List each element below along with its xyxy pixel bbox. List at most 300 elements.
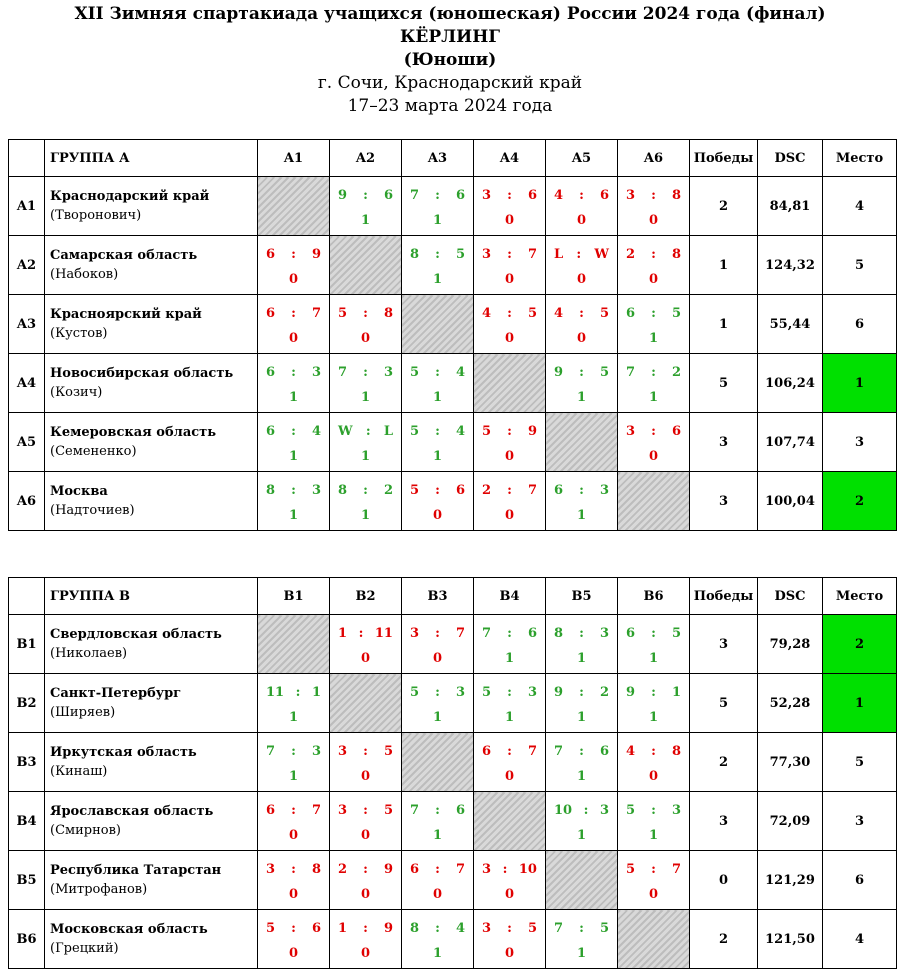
team-name: Ярославская область <box>50 804 214 819</box>
match-points: 1 <box>432 271 443 287</box>
team-coach: (Смирнов) <box>50 823 121 838</box>
match-points: 0 <box>432 507 443 523</box>
team-name: Республика Татарстан <box>50 863 222 878</box>
score-separator: : <box>291 305 296 321</box>
match-result <box>258 472 330 531</box>
score-separator: : <box>291 920 296 936</box>
score-separator: : <box>651 423 656 439</box>
score-opponent: 1 <box>311 684 321 700</box>
score-opponent: 6 <box>527 625 537 641</box>
wins-cell: 3 <box>690 472 758 531</box>
score-opponent: 3 <box>527 684 537 700</box>
score-opponent: 7 <box>311 802 321 818</box>
column-header: A6 <box>618 140 690 177</box>
match-points: 1 <box>288 389 299 405</box>
score-own: 5 <box>626 861 636 877</box>
match-points: 0 <box>288 945 299 961</box>
score-separator: : <box>363 482 368 498</box>
score-own: 7 <box>554 920 564 936</box>
dsc-cell: 84,81 <box>758 177 823 236</box>
header-row <box>9 578 897 615</box>
team-name: Красноярский край <box>50 307 202 322</box>
match-points: 0 <box>504 271 515 287</box>
score-separator: : <box>363 743 368 759</box>
match-points: 0 <box>360 650 371 666</box>
match-points: 0 <box>360 768 371 784</box>
score-opponent: 5 <box>599 920 609 936</box>
place-cell: 6 <box>823 295 897 354</box>
dsc-cell: 77,30 <box>758 733 823 792</box>
table-row <box>9 733 897 792</box>
score-own: 5 <box>482 423 492 439</box>
match-points: 1 <box>360 507 371 523</box>
score-separator: : <box>507 625 512 641</box>
match-points: 0 <box>360 945 371 961</box>
score-own: 6 <box>482 743 492 759</box>
match-result <box>402 236 474 295</box>
score-opponent: 7 <box>671 861 681 877</box>
score-separator: : <box>651 246 656 262</box>
self-match-cell <box>330 236 402 295</box>
wins-header: Победы <box>690 140 758 177</box>
score-own: 4 <box>554 305 564 321</box>
match-result <box>474 674 546 733</box>
score-opponent: 3 <box>599 482 609 498</box>
match-points: 1 <box>432 448 443 464</box>
team-cell <box>45 910 258 969</box>
match-result <box>402 413 474 472</box>
score-separator: : <box>363 920 368 936</box>
match-result <box>618 792 690 851</box>
score-separator: : <box>363 364 368 380</box>
column-header: B4 <box>474 578 546 615</box>
match-points: 0 <box>288 827 299 843</box>
team-code: A1 <box>9 177 45 236</box>
score-own: 4 <box>626 743 636 759</box>
place-cell: 2 <box>823 472 897 531</box>
score-separator: : <box>507 423 512 439</box>
table-row <box>9 413 897 472</box>
match-result <box>330 354 402 413</box>
score-separator: : <box>435 423 440 439</box>
score-own: L <box>554 246 564 262</box>
match-points: 1 <box>576 827 587 843</box>
column-header: A2 <box>330 140 402 177</box>
score-own: 7 <box>554 743 564 759</box>
group-a-table <box>8 139 897 531</box>
table-row <box>9 295 897 354</box>
team-coach: (Творонович) <box>50 208 142 223</box>
place-cell: 3 <box>823 413 897 472</box>
team-coach: (Козич) <box>50 385 103 400</box>
match-result <box>330 792 402 851</box>
score-own: 5 <box>410 482 420 498</box>
match-result <box>330 910 402 969</box>
score-opponent: 8 <box>383 305 393 321</box>
table-row <box>9 472 897 531</box>
dsc-cell: 121,29 <box>758 851 823 910</box>
score-opponent: 6 <box>599 187 609 203</box>
score-own: 9 <box>626 684 636 700</box>
team-coach: (Николаев) <box>50 646 128 661</box>
corner-cell <box>9 578 45 615</box>
place-cell: 2 <box>823 615 897 674</box>
score-opponent: 8 <box>311 861 321 877</box>
score-opponent: 6 <box>383 187 393 203</box>
match-points: 1 <box>432 212 443 228</box>
match-result <box>330 177 402 236</box>
self-match-cell <box>258 177 330 236</box>
team-name: Свердловская область <box>50 627 222 642</box>
match-points: 1 <box>648 709 659 725</box>
score-own: 8 <box>338 482 348 498</box>
score-opponent: 5 <box>383 743 393 759</box>
score-opponent: 5 <box>671 625 681 641</box>
score-separator: : <box>435 246 440 262</box>
score-separator: : <box>507 187 512 203</box>
match-result <box>330 472 402 531</box>
score-own: 6 <box>266 802 276 818</box>
score-own: 6 <box>266 305 276 321</box>
self-match-cell <box>618 910 690 969</box>
score-opponent: 2 <box>599 684 609 700</box>
dsc-header: DSC <box>758 578 823 615</box>
score-separator: : <box>291 482 296 498</box>
team-code: A3 <box>9 295 45 354</box>
score-opponent: 3 <box>383 364 393 380</box>
team-code: B6 <box>9 910 45 969</box>
team-name: Новосибирская область <box>50 366 234 381</box>
score-separator: : <box>291 802 296 818</box>
self-match-cell <box>258 615 330 674</box>
table-row <box>9 851 897 910</box>
score-own: 5 <box>482 684 492 700</box>
score-separator: : <box>435 861 440 877</box>
match-points: 0 <box>288 271 299 287</box>
dsc-cell: 106,24 <box>758 354 823 413</box>
match-result <box>258 295 330 354</box>
score-own: 3 <box>482 920 492 936</box>
match-result <box>402 615 474 674</box>
dsc-cell: 107,74 <box>758 413 823 472</box>
match-result <box>546 236 618 295</box>
score-separator: : <box>651 743 656 759</box>
team-cell <box>45 733 258 792</box>
score-opponent: 3 <box>599 625 609 641</box>
match-points: 1 <box>648 330 659 346</box>
wins-cell: 3 <box>690 413 758 472</box>
match-result <box>618 354 690 413</box>
score-opponent: 5 <box>671 305 681 321</box>
match-result <box>258 733 330 792</box>
team-code: B5 <box>9 851 45 910</box>
match-points: 1 <box>576 709 587 725</box>
team-name: Кемеровская область <box>50 425 217 440</box>
team-cell <box>45 674 258 733</box>
score-own: 9 <box>554 684 564 700</box>
score-separator: : <box>291 364 296 380</box>
self-match-cell <box>474 792 546 851</box>
match-points: 1 <box>360 389 371 405</box>
table-row <box>9 615 897 674</box>
team-name: Краснодарский край <box>50 189 210 204</box>
place-header: Место <box>823 140 897 177</box>
score-opponent: 9 <box>383 861 393 877</box>
self-match-cell <box>546 413 618 472</box>
score-separator: : <box>579 364 584 380</box>
match-result <box>474 851 546 910</box>
match-result <box>546 295 618 354</box>
match-points: 1 <box>576 945 587 961</box>
match-result <box>402 472 474 531</box>
table-row <box>9 910 897 969</box>
score-opponent: 9 <box>311 246 321 262</box>
score-own: 3 <box>626 187 636 203</box>
score-own: 6 <box>410 861 420 877</box>
score-own: 8 <box>266 482 276 498</box>
column-header: B1 <box>258 578 330 615</box>
match-points: 0 <box>360 886 371 902</box>
score-separator: : <box>291 423 296 439</box>
match-points: 1 <box>288 507 299 523</box>
team-cell <box>45 413 258 472</box>
score-opponent: 3 <box>671 802 681 818</box>
place-cell: 3 <box>823 792 897 851</box>
match-points: 1 <box>360 212 371 228</box>
wins-cell: 5 <box>690 354 758 413</box>
match-points: 0 <box>648 886 659 902</box>
match-result <box>618 851 690 910</box>
match-points: 1 <box>504 650 515 666</box>
score-separator: : <box>507 305 512 321</box>
score-separator: : <box>363 861 368 877</box>
score-own: 4 <box>554 187 564 203</box>
score-separator: : <box>507 920 512 936</box>
match-points: 0 <box>504 448 515 464</box>
dsc-cell: 79,28 <box>758 615 823 674</box>
match-points: 1 <box>432 945 443 961</box>
match-points: 0 <box>432 886 443 902</box>
match-result <box>258 354 330 413</box>
score-separator: : <box>363 305 368 321</box>
score-opponent: 4 <box>455 423 465 439</box>
column-header: B5 <box>546 578 618 615</box>
score-own: 9 <box>338 187 348 203</box>
group-name: ГРУППА А <box>45 140 258 177</box>
match-result <box>330 851 402 910</box>
match-result <box>474 615 546 674</box>
match-points: 0 <box>576 271 587 287</box>
match-points: 0 <box>504 507 515 523</box>
score-own: 7 <box>410 187 420 203</box>
match-result <box>402 674 474 733</box>
event-title: XII Зимняя спартакиада учащихся (юношеская) России 2024 года (финал) <box>74 4 826 24</box>
wins-cell: 0 <box>690 851 758 910</box>
score-opponent: 3 <box>311 364 321 380</box>
match-result <box>474 177 546 236</box>
place-cell: 6 <box>823 851 897 910</box>
match-result <box>474 472 546 531</box>
match-points: 1 <box>360 448 371 464</box>
place-cell: 4 <box>823 177 897 236</box>
score-opponent: 5 <box>527 920 537 936</box>
match-result <box>402 177 474 236</box>
score-separator: : <box>579 920 584 936</box>
match-result <box>330 413 402 472</box>
team-cell <box>45 615 258 674</box>
group-name: ГРУППА В <box>45 578 258 615</box>
wins-cell: 5 <box>690 674 758 733</box>
score-own: 9 <box>554 364 564 380</box>
score-opponent: 9 <box>383 920 393 936</box>
score-opponent: 6 <box>671 423 681 439</box>
score-opponent: 3 <box>311 743 321 759</box>
score-opponent: W <box>594 246 609 262</box>
wins-cell: 2 <box>690 910 758 969</box>
score-separator: : <box>507 246 512 262</box>
score-separator: : <box>435 920 440 936</box>
match-points: 0 <box>504 886 515 902</box>
score-own: 1 <box>338 920 348 936</box>
score-own: 6 <box>266 423 276 439</box>
self-match-cell <box>546 851 618 910</box>
match-points: 1 <box>432 709 443 725</box>
place-cell: 5 <box>823 733 897 792</box>
score-opponent: 7 <box>527 743 537 759</box>
score-own: 5 <box>338 305 348 321</box>
score-opponent: 10 <box>518 861 537 877</box>
score-own: 3 <box>626 423 636 439</box>
match-points: 0 <box>288 886 299 902</box>
place-cell: 4 <box>823 910 897 969</box>
score-separator: : <box>435 684 440 700</box>
score-own: 3 <box>338 802 348 818</box>
score-separator: : <box>651 861 656 877</box>
team-coach: (Кинаш) <box>50 764 108 779</box>
score-opponent: 8 <box>671 187 681 203</box>
score-separator: : <box>435 625 440 641</box>
match-result <box>546 792 618 851</box>
match-result <box>546 733 618 792</box>
wins-cell: 2 <box>690 733 758 792</box>
column-header: B6 <box>618 578 690 615</box>
score-separator: : <box>579 625 584 641</box>
score-separator: : <box>507 743 512 759</box>
match-points: 0 <box>648 271 659 287</box>
match-result <box>258 413 330 472</box>
match-points: 1 <box>648 827 659 843</box>
team-cell <box>45 792 258 851</box>
wins-cell: 2 <box>690 177 758 236</box>
score-separator: : <box>651 187 656 203</box>
match-points: 0 <box>504 768 515 784</box>
match-result <box>618 236 690 295</box>
score-separator: : <box>579 482 584 498</box>
wins-cell: 1 <box>690 236 758 295</box>
score-separator: : <box>576 246 582 262</box>
match-result <box>474 413 546 472</box>
group-b-table <box>8 577 897 969</box>
self-match-cell <box>618 472 690 531</box>
match-result <box>258 236 330 295</box>
wins-cell: 3 <box>690 792 758 851</box>
match-points: 1 <box>648 389 659 405</box>
score-opponent: 5 <box>455 246 465 262</box>
score-separator: : <box>291 246 296 262</box>
score-own: 6 <box>266 364 276 380</box>
score-own: 3 <box>266 861 276 877</box>
score-opponent: 5 <box>599 305 609 321</box>
table-row <box>9 236 897 295</box>
score-opponent: 3 <box>455 684 465 700</box>
match-points: 0 <box>360 330 371 346</box>
score-separator: : <box>295 684 301 700</box>
score-separator: : <box>651 802 656 818</box>
match-result <box>546 177 618 236</box>
match-points: 1 <box>432 389 443 405</box>
match-points: 1 <box>432 827 443 843</box>
match-points: 0 <box>360 827 371 843</box>
score-separator: : <box>363 802 368 818</box>
score-opponent: 5 <box>383 802 393 818</box>
score-own: 5 <box>410 423 420 439</box>
score-separator: : <box>579 743 584 759</box>
self-match-cell <box>474 354 546 413</box>
score-own: 11 <box>266 684 285 700</box>
dsc-cell: 124,32 <box>758 236 823 295</box>
score-opponent: 5 <box>527 305 537 321</box>
score-opponent: 6 <box>455 187 465 203</box>
wins-header: Победы <box>690 578 758 615</box>
team-name: Самарская область <box>50 248 198 263</box>
dsc-cell: 52,28 <box>758 674 823 733</box>
team-cell <box>45 177 258 236</box>
team-coach: (Грецкий) <box>50 941 119 956</box>
score-own: 2 <box>626 246 636 262</box>
team-code: B2 <box>9 674 45 733</box>
score-own: 6 <box>626 305 636 321</box>
score-separator: : <box>579 187 584 203</box>
score-own: 3 <box>410 625 420 641</box>
score-opponent: 9 <box>527 423 537 439</box>
score-separator: : <box>435 364 440 380</box>
dsc-cell: 55,44 <box>758 295 823 354</box>
team-name: Иркутская область <box>50 745 197 760</box>
match-result <box>618 295 690 354</box>
header-row <box>9 140 897 177</box>
team-name: Санкт-Петербург <box>50 686 182 701</box>
score-opponent: 4 <box>455 364 465 380</box>
team-code: A4 <box>9 354 45 413</box>
match-result <box>258 792 330 851</box>
score-own: 7 <box>410 802 420 818</box>
table-row <box>9 674 897 733</box>
wins-cell: 3 <box>690 615 758 674</box>
match-points: 1 <box>648 650 659 666</box>
match-result <box>258 674 330 733</box>
score-separator: : <box>291 743 296 759</box>
score-opponent: 7 <box>311 305 321 321</box>
table-row <box>9 354 897 413</box>
column-header: A1 <box>258 140 330 177</box>
match-points: 1 <box>504 709 515 725</box>
category-title: (Юноши) <box>403 50 497 70</box>
score-opponent: 8 <box>671 743 681 759</box>
score-separator: : <box>435 482 440 498</box>
match-result <box>330 733 402 792</box>
column-header: A5 <box>546 140 618 177</box>
venue: г. Сочи, Краснодарский край <box>317 73 583 93</box>
